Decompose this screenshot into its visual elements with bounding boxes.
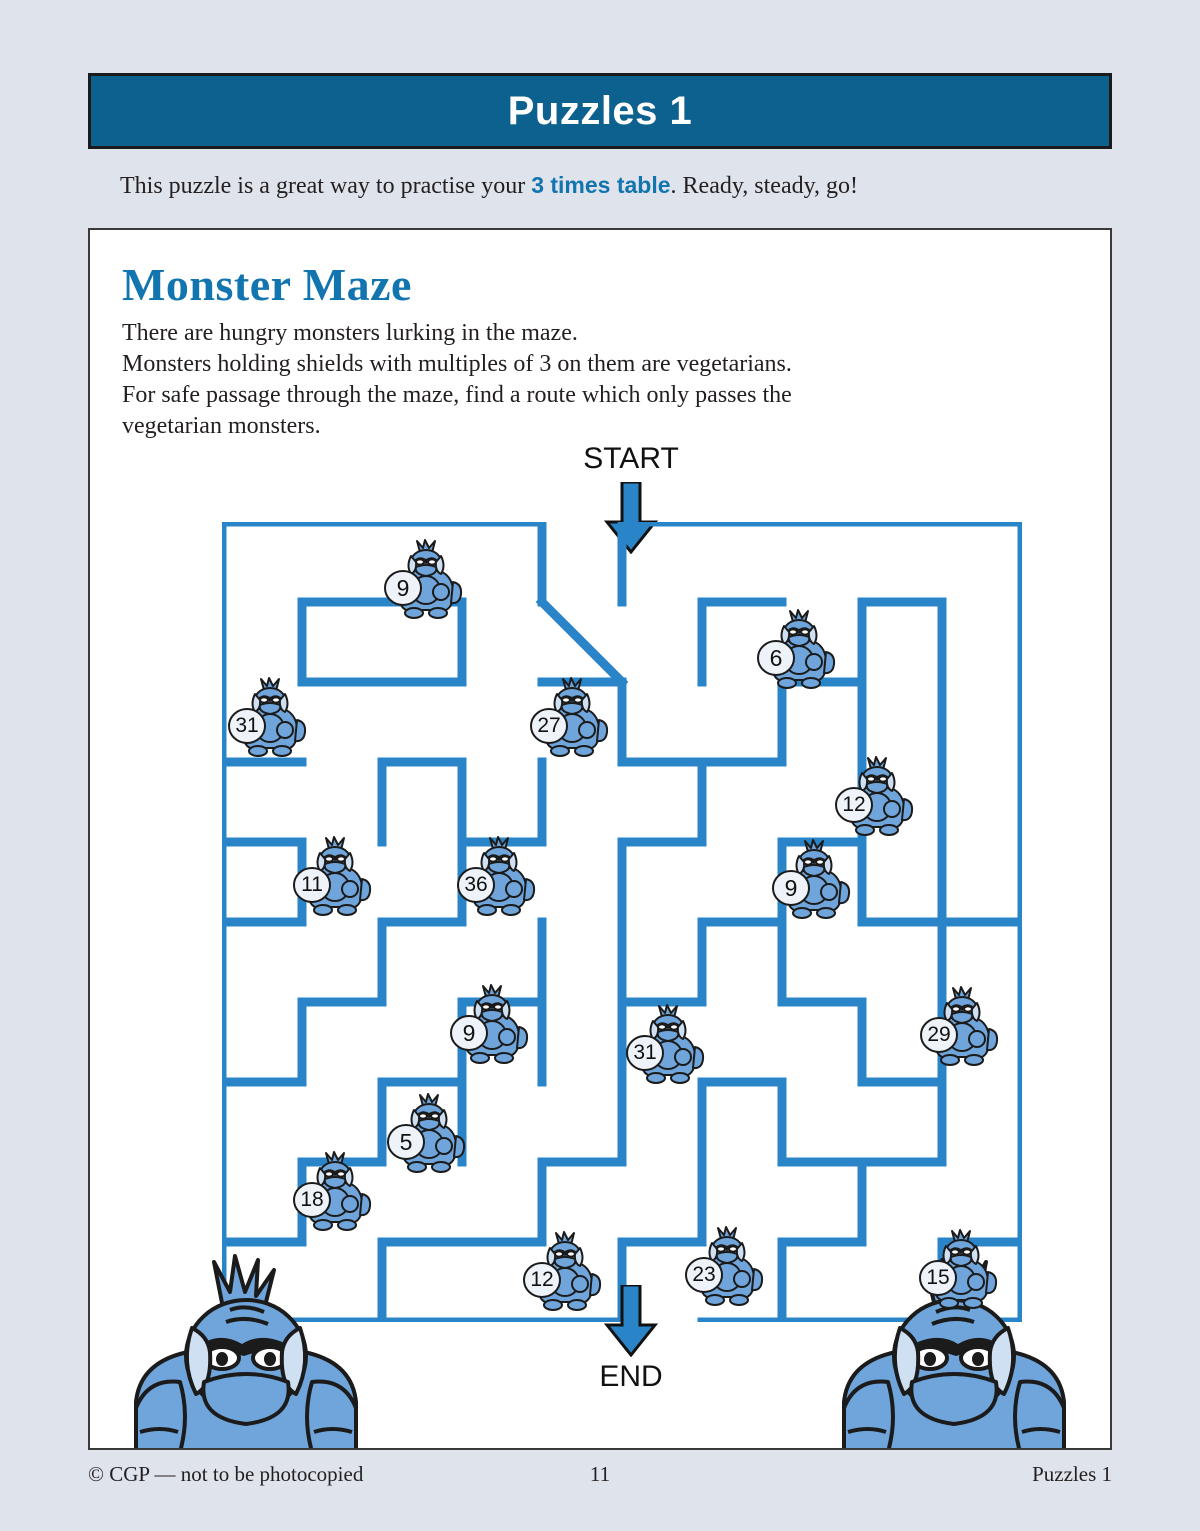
monster-shield-number: 23 [692,1263,716,1286]
maze-monster [920,987,1004,1067]
monster-shield-number: 18 [300,1188,324,1211]
monster-shield-number: 12 [842,793,866,816]
monster-shield-number: 31 [633,1041,657,1064]
monster-shield-number: 15 [926,1266,950,1289]
monster-shield-number: 6 [769,645,783,671]
maze-monster [228,678,312,758]
start-label: START [583,442,679,475]
monster-shield-number: 31 [235,714,259,737]
monster-shield-number: 9 [462,1020,476,1046]
end-label: END [599,1360,663,1393]
monster-shield-number: 11 [301,873,323,896]
page-title: Puzzles 1 [507,88,693,133]
end-arrow-icon [603,1285,659,1357]
maze-monster [919,1230,1003,1310]
puzzle-panel [88,228,1112,1450]
monster-shield-number: 36 [464,873,488,896]
monster-shield-number: 27 [537,714,561,737]
maze-monster [384,540,468,620]
maze-monster [457,837,541,917]
monster-shield-number: 5 [399,1129,413,1155]
monster-shield-number: 9 [784,875,798,901]
maze-monster [835,757,919,837]
puzzle-title: Monster Maze [122,259,412,310]
intro-before: This puzzle is a great way to practise your [120,173,532,199]
maze-monster [387,1094,471,1174]
maze-monster [450,985,534,1065]
maze-monster [293,837,377,917]
footer-section: Puzzles 1 [1032,1462,1112,1486]
description-line: For safe passage through the maze, find a route which only passes the [122,382,792,408]
footer-copyright: © CGP — not to be photocopied [88,1462,364,1486]
description-line: There are hungry monsters lurking in the maze. [122,320,578,346]
maze-monster [626,1005,710,1085]
corner-monster-icon [118,1252,376,1450]
intro-after: . Ready, steady, go! [670,173,859,199]
maze-monster [757,610,841,690]
maze-monster [293,1152,377,1232]
monster-shield-number: 9 [396,575,410,601]
page-title-band [88,73,1112,149]
maze-monster [530,678,614,758]
intro-text [120,172,1100,200]
maze-monster [523,1232,607,1312]
footer-page-number: 11 [589,1462,611,1486]
monster-shield-number: 12 [530,1268,554,1291]
puzzle-description [122,318,1022,442]
description-line: vegetarian monsters. [122,413,321,439]
maze-monster [772,840,856,920]
description-line: Monsters holding shields with multiples of 3 on them are vegetarians. [122,351,792,377]
monster-shield-number: 29 [927,1023,951,1046]
maze-monster [685,1227,769,1307]
intro-highlight: 3 times table [531,172,671,198]
